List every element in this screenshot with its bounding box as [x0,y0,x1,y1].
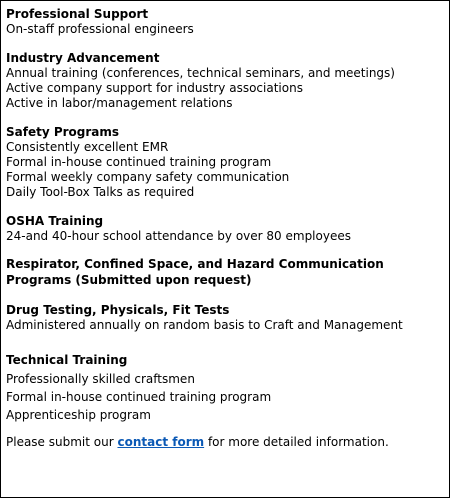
footer-text-after: for more detailed information. [204,435,389,449]
section-osha-training [6,213,444,244]
section-title: Professional Support [6,7,149,21]
section-line: Formal weekly company safety communication [6,170,290,184]
section-industry-advancement [6,50,444,111]
section-respirator-programs [6,256,444,288]
section-line: 24-and 40-hour school attendance by over 80 employees [6,229,351,243]
section-line: Annual training (conferences, technical seminars, and meetings) [6,66,395,80]
section-line: Formal in-house continued training program [6,155,272,169]
footer-note [6,434,444,450]
section-line: Active company support for industry associations [6,81,303,95]
section-title: OSHA Training [6,214,104,228]
section-line: Active in labor/management relations [6,96,233,110]
section-title: Safety Programs [6,125,120,139]
section-line: Professionally skilled craftsmen [6,372,195,386]
section-title: Technical Training [6,353,128,367]
section-technical-training [6,352,444,424]
section-professional-support [6,6,444,37]
section-line: Consistently excellent EMR [6,140,169,154]
section-title-line: Respirator, Confined Space, and Hazard Communication [6,257,384,271]
contact-form-link[interactable]: contact form [117,435,205,449]
section-line: Administered annually on random basis to Craft and Management [6,318,403,332]
section-title: Industry Advancement [6,51,160,65]
section-line: Daily Tool-Box Talks as required [6,185,195,199]
section-line: Formal in-house continued training program [6,390,272,404]
section-safety-programs [6,124,444,200]
section-title-line: Programs (Submitted upon request) [6,273,252,287]
footer-text-before: Please submit our [6,435,118,449]
section-line: On-staff professional engineers [6,22,194,36]
section-line: Apprenticeship program [6,408,151,422]
content-body [6,6,444,450]
section-drug-testing [6,302,444,333]
section-title: Drug Testing, Physicals, Fit Tests [6,303,230,317]
